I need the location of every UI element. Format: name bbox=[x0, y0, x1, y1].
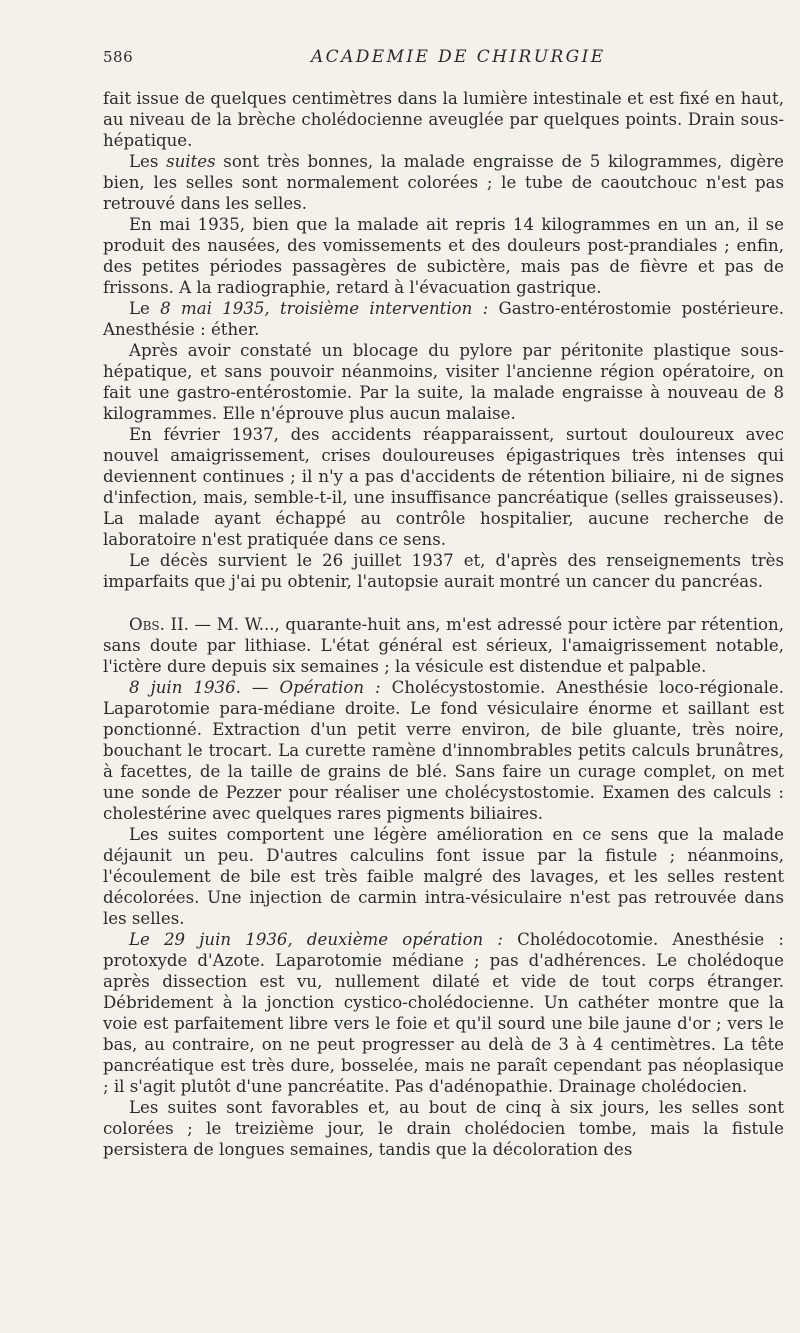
paragraph-text: Les suites sont favorables et, au bout de cinq à six jours, les selles sont colorées ; le treizième jour, le drain cholédocien tombe, mais la fistule persistera de longues semaines, tandis que la décoloration des bbox=[103, 1098, 784, 1159]
paragraph-text: fait issue de quelques centimètres dans la lumière intestinale et est fixé en haut, au niveau de la brèche cholédocienne aveuglée par quelques points. Drain sous-hépatique. bbox=[103, 89, 784, 150]
paragraph-operation-juin-1936 bbox=[103, 677, 784, 824]
paragraph-text: Les suites comportent une légère amélioration en ce sens que la malade déjaunit un peu. D'autres calculins font issue par la fistule ; néanmoins, l'écoulement de bile est très faible malgré des lavages, et les selles restent décolorées. Une injection de carmin intra-vésiculaire n'est pas retrouvée dans les selles. bbox=[103, 825, 784, 928]
paragraph-text: En février 1937, des accidents réapparaissent, surtout douloureux avec nouvel amaigrissement, crises douloureuses épigastriques très intenses qui deviennent continues ; il n'y a pas d'accidents de rétention biliaire, ni de signes d'infection, mais, semble-t-il, une insuffisance pancréatique (selles graisseuses). La malade ayant échappé au contrôle hospitalier, aucune recherche de laboratoire n'est pratiquée dans ce sens. bbox=[103, 425, 784, 549]
paragraph-text: Cholécystostomie. Anesthésie loco-régionale. Laparotomie para-médiane droite. Le fond vésiculaire énorme et saillant est ponctionné. Extraction d'un petit verre environ, de bile gluante, très noire, bouchant le trocart. La curette ramène d'innombrables petits calculs brunâtres, à facettes, de la taille de grains de blé. Sans faire un curage complet, on met une sonde de Pezzer pour réaliser une cholécystostomie. Examen des calculs : cholestérine avec quelques rares pigments biliaires. bbox=[103, 678, 784, 823]
paragraph-text: Après avoir constaté un blocage du pylore par péritonite plastique sous-hépatique, et sans pouvoir néanmoins, visiter l'ancienne région opératoire, on fait une gastro-entérostomie. Par la suite, la malade engraisse à nouveau de 8 kilogrammes. Elle n'éprouve plus aucun malaise. bbox=[103, 341, 784, 423]
paragraph-mai-1935 bbox=[103, 214, 784, 298]
paragraph-text: — M. W..., quarante-huit ans, m'est adressé pour ictère par rétention, sans doute par lithiase. L'état général est sérieux, l'amaigrissement notable, l'ictère dure depuis six semaines ; la vésicule est distendue et palpable. bbox=[103, 615, 784, 676]
paragraph-lead: Le bbox=[129, 299, 161, 318]
paragraph-text: Cholédocotomie. Anesthésie : protoxyde d'Azote. Laparotomie médiane ; pas d'adhérences. Le cholédoque après dissection est vu, nullement dilaté et vide de tout corps étranger. Débridement à la jonction cystico-cholédocienne. Un cathéter montre que la voie est parfaitement libre vers le foie et qu'il sourd une bile jaune d'or ; vers le bas, au contraire, on ne peut progresser au delà de 3 à 4 centimètres. La tête pancréatique est très dure, bosselée, mais ne paraît cependant pas néoplasique ; il s'agit plutôt d'une pancréatite. Pas d'adénopathie. Drainage cholédocien. bbox=[103, 930, 785, 1096]
paragraph-deuxieme-operation bbox=[103, 929, 784, 1097]
paragraph-fevrier-1937 bbox=[103, 424, 784, 550]
paragraph-text: sont très bonnes, la malade engraisse de 5 kilogrammes, digère bien, les selles sont normalement colorées ; le tube de caoutchouc n'est pas retrouvé dans les selles. bbox=[103, 152, 784, 213]
paragraph-suites bbox=[103, 151, 784, 214]
section-gap bbox=[103, 592, 784, 614]
paragraph-lead: Les bbox=[129, 152, 167, 171]
journal-title: ACADEMIE DE CHIRURGIE bbox=[311, 47, 606, 67]
paragraph-text: En mai 1935, bien que la malade ait repris 14 kilogrammes en un an, il se produit des nausées, des vomissements et des douleurs post-prandiales ; enfin, des petites périodes passagères de subictère, mais pas de fièvre et pas de frissons. A la radiographie, retard à l'évacuation gastrique. bbox=[103, 215, 784, 297]
paragraph-suites-favorables bbox=[103, 1097, 784, 1160]
paragraph-troisieme-intervention bbox=[103, 298, 784, 340]
page-number: 586 bbox=[103, 48, 134, 66]
paragraph-emphasis: 8 mai 1935, troisième intervention : bbox=[160, 299, 489, 318]
paragraph-blocage-pylore bbox=[103, 340, 784, 424]
running-head bbox=[103, 48, 784, 72]
paragraph-suites-amelioration bbox=[103, 824, 784, 929]
body-text bbox=[103, 88, 784, 1160]
paragraph-continuation bbox=[103, 88, 784, 151]
paragraph-obs-ii bbox=[103, 614, 784, 677]
paragraph-emphasis: 8 juin 1936. — Opération : bbox=[129, 678, 381, 697]
paragraph-deces bbox=[103, 550, 784, 592]
paragraph-emphasis: Le 29 juin 1936, deuxième opération : bbox=[129, 930, 503, 949]
observation-label: Obs. II. bbox=[129, 615, 189, 634]
paragraph-emphasis: suites bbox=[166, 152, 216, 171]
paragraph-text: Le décès survient le 26 juillet 1937 et, d'après des renseignements très imparfaits que j'ai pu obtenir, l'autopsie aurait montré un cancer du pancréas. bbox=[103, 551, 784, 591]
paragraph-text: Gastro-entérostomie postérieure. Anesthésie : éther. bbox=[103, 299, 784, 339]
